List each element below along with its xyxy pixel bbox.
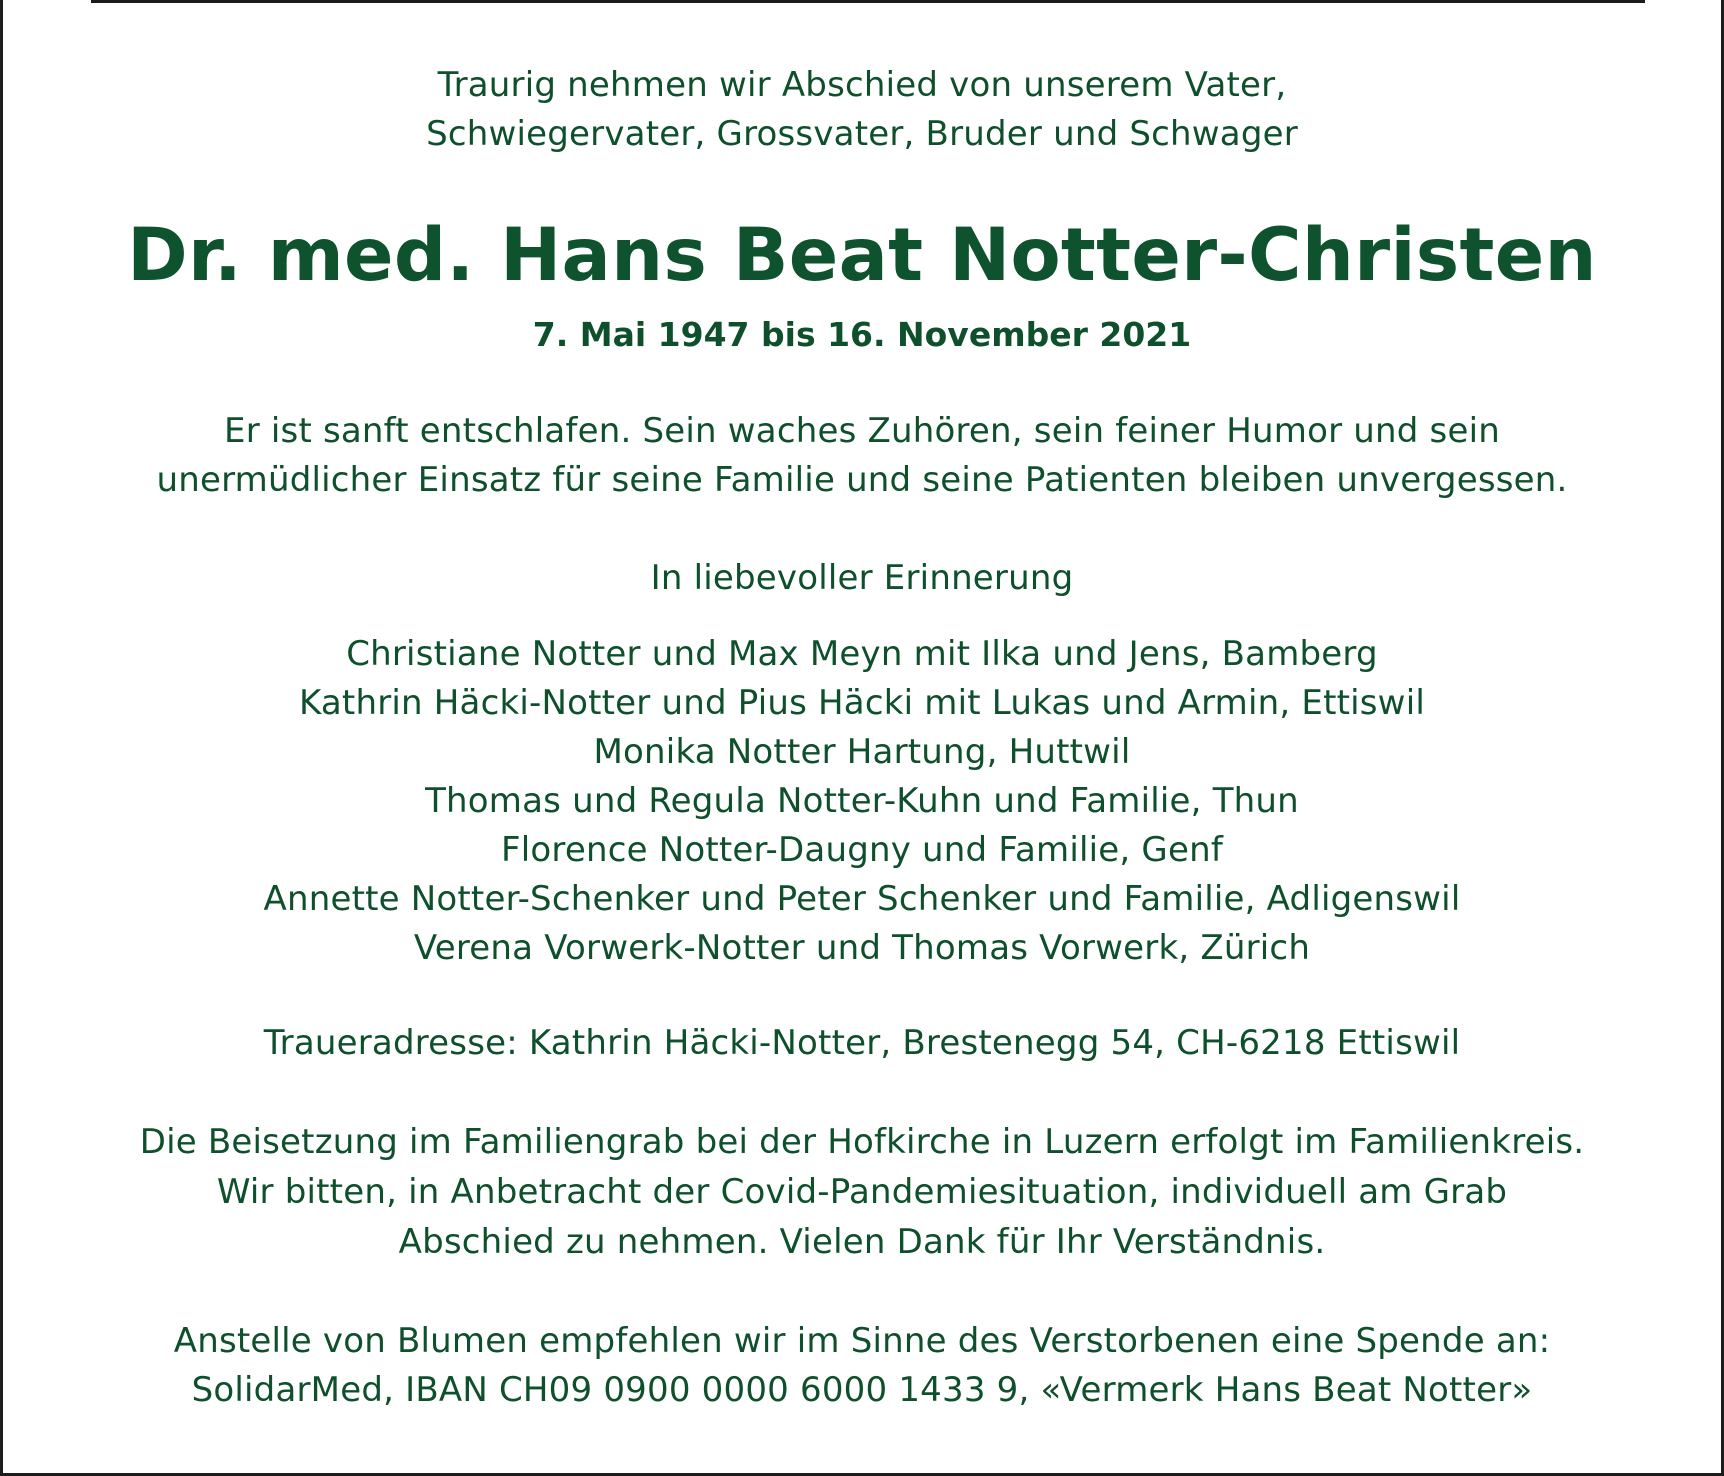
family-member: Annette Notter-Schenker und Peter Schenker und Familie, Adligenswil (263, 879, 1461, 919)
family-member: Christiane Notter und Max Meyn mit Ilka und Jens, Bamberg (346, 634, 1378, 674)
family-member: Thomas und Regula Notter-Kuhn und Familie, Thun (425, 781, 1299, 821)
burial-line: Abschied zu nehmen. Vielen Dank für Ihr Verständnis. (398, 1222, 1326, 1262)
donation-line: SolidarMed, IBAN CH09 0900 0000 6000 1433 9, «Vermerk Hans Beat Notter» (191, 1370, 1533, 1410)
family-list (3, 630, 1721, 973)
burial-line: Wir bitten, in Anbetracht der Covid-Pandemiesituation, individuell am Grab (216, 1172, 1508, 1212)
tribute-line: unermüdlicher Einsatz für seine Familie und seine Patienten bleiben unvergessen. (156, 460, 1568, 500)
memory-heading (3, 554, 1721, 603)
intro-line: Traurig nehmen wir Abschied von unserem Vater, (437, 65, 1287, 105)
family-member: Kathrin Häcki-Notter und Pius Häcki mit Lukas und Armin, Ettiswil (298, 683, 1425, 723)
frame-gap-right (1645, 0, 1721, 3)
donation-info (3, 1317, 1721, 1415)
family-member: Florence Notter-Daugny und Familie, Genf (501, 830, 1223, 870)
burial-info (3, 1117, 1721, 1267)
tribute-line: Er ist sanft entschlafen. Sein waches Zuhören, sein feiner Humor und sein (224, 411, 1500, 451)
memory-line: In liebevoller Erinnerung (650, 558, 1074, 598)
tribute-text (3, 407, 1721, 505)
frame-gap-left (3, 0, 91, 3)
family-member: Monika Notter Hartung, Huttwil (593, 732, 1131, 772)
intro-line: Schwiegervater, Grossvater, Bruder und Schwager (426, 114, 1298, 154)
family-member: Verena Vorwerk-Notter und Thomas Vorwerk, Zürich (413, 928, 1311, 968)
mourning-address (3, 1019, 1721, 1068)
address-line: Traueradresse: Kathrin Häcki-Notter, Brestenegg 54, CH-6218 Ettiswil (263, 1023, 1461, 1063)
donation-line: Anstelle von Blumen empfehlen wir im Sinne des Verstorbenen eine Spende an: (173, 1321, 1551, 1361)
burial-line: Die Beisetzung im Familiengrab bei der Hofkirche in Luzern erfolgt im Familienkreis. (139, 1122, 1585, 1162)
intro-text (3, 61, 1721, 159)
life-dates: 7. Mai 1947 bis 16. November 2021 (532, 315, 1192, 354)
deceased-name: Dr. med. Hans Beat Notter-Christen (127, 213, 1597, 298)
